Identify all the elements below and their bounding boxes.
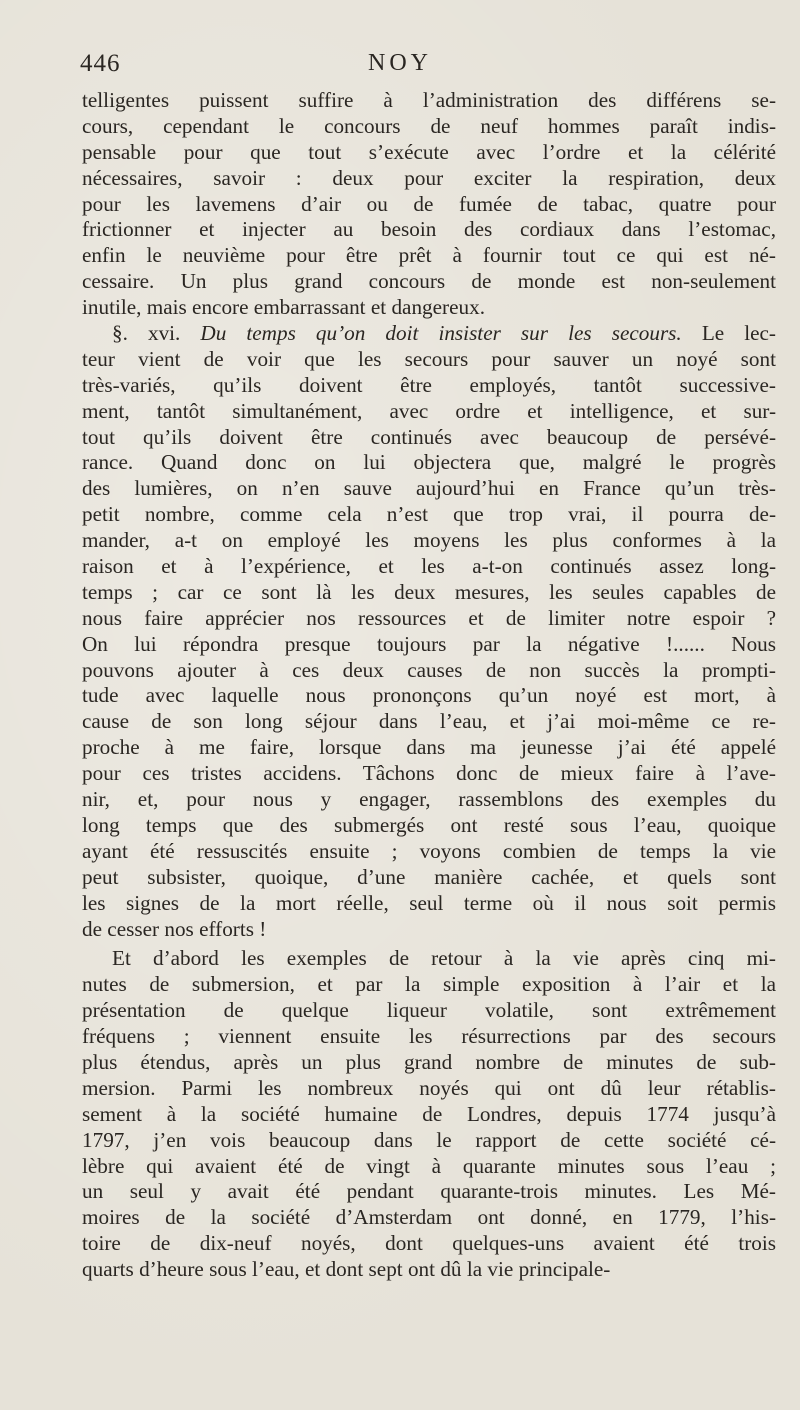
- text-line: enfin le neuvième pour être prêt à fournir tout ce qui est né-: [82, 243, 776, 268]
- paragraph-2: [82, 347, 776, 942]
- text-line: nous faire apprécier nos ressources et de limiter notre espoir ?: [82, 605, 776, 630]
- text-line: ment, tantôt simultanément, avec ordre et intelligence, et sur-: [82, 398, 776, 423]
- text-line: mander, a-t on employé les moyens les plus conformes à la: [82, 528, 776, 553]
- section-mark: §. xvi.: [112, 321, 181, 346]
- section-title: Du temps qu’on doit insister sur les secours.: [200, 321, 682, 346]
- text-line: des lumières, on n’en sauve aujourd’hui en France qu’un très-: [82, 476, 776, 501]
- text-line: 1797, j’en vois beaucoup dans le rapport de cette société cé-: [82, 1127, 776, 1152]
- text-line: fréquens ; viennent ensuite les résurrections par des secours: [82, 1024, 776, 1049]
- text-line: quarts d’heure sous l’eau, et dont sept ont dû la vie principale-: [82, 1257, 611, 1282]
- text-line: inutile, mais encore embarrassant et dangereux.: [82, 295, 485, 320]
- text-line: Et d’abord les exemples de retour à la vie après cinq mi-: [112, 946, 776, 971]
- text-line: temps ; car ce sont là les deux mesures, les seules capables de: [82, 579, 776, 604]
- text-line: rance. Quand donc on lui objectera que, malgré le progrès: [82, 450, 776, 475]
- text-line: pour ces tristes accidens. Tâchons donc de mieux faire à l’ave-: [82, 761, 776, 786]
- text-line: petit nombre, comme cela n’est que trop vrai, il pourra de-: [82, 502, 776, 527]
- text-line: long temps que des submergés ont resté sous l’eau, quoique: [82, 812, 776, 837]
- text-line: moires de la société d’Amsterdam ont donné, en 1779, l’his-: [82, 1205, 776, 1230]
- text-line: sement à la société humaine de Londres, depuis 1774 jusqu’à: [82, 1101, 776, 1126]
- text-line: nir, et, pour nous y engager, rassemblons des exemples du: [82, 787, 776, 812]
- text-line: peut subsister, quoique, d’une manière cachée, et quels sont: [82, 864, 776, 889]
- text-line: lèbre qui avaient été de vingt à quarante minutes sous l’eau ;: [82, 1153, 776, 1178]
- text-line: ayant été ressuscités ensuite ; voyons combien de temps la vie: [82, 838, 776, 863]
- text-line: proche à me faire, lorsque dans ma jeunesse j’ai été appelé: [82, 735, 776, 760]
- text-line: toire de dix-neuf noyés, dont quelques-uns avaient été trois: [82, 1231, 776, 1256]
- text-line: plus étendus, après un plus grand nombre de minutes de sub-: [82, 1049, 776, 1074]
- text-line: telligentes puissent suffire à l’administration des différens se-: [82, 88, 776, 112]
- paragraph-3: [82, 946, 776, 1283]
- text-line: pour les lavemens d’air ou de fumée de tabac, quatre pour: [82, 191, 776, 216]
- text-line: cessaire. Un plus grand concours de monde est non-seulement: [82, 269, 776, 294]
- page-number: 446: [80, 50, 121, 77]
- text-line: de cesser nos efforts !: [82, 916, 267, 941]
- paragraph-1: [82, 88, 776, 321]
- text-line: cause de son long séjour dans l’eau, et j’ai moi-même ce re-: [82, 709, 776, 734]
- section-first-tail: Le lec-: [701, 321, 776, 346]
- section-heading-line: [82, 321, 776, 347]
- text-line: pouvons ajouter à ces deux causes de non succès la prompti-: [82, 657, 776, 682]
- text-line: teur vient de voir que les secours pour sauver un noyé sont: [82, 346, 776, 371]
- text-line: pensable pour que tout s’exécute avec l’ordre et la célérité: [82, 139, 776, 164]
- text-line: tude avec laquelle nous prononçons qu’un noyé est mort, à: [82, 683, 776, 708]
- text-line: présentation de quelque liqueur volatile, sont extrêmement: [82, 998, 776, 1023]
- text-line: tout qu’ils doivent être continués avec beaucoup de persévé-: [82, 424, 776, 449]
- body-text: [82, 88, 776, 1283]
- text-line: très-variés, qu’ils doivent être employés, tantôt successive-: [82, 372, 776, 397]
- text-line: cours, cependant le concours de neuf hommes paraît indis-: [82, 113, 776, 138]
- running-head: NOY: [368, 50, 432, 76]
- text-line: raison et à l’expérience, et les a-t-on continués assez long-: [82, 554, 776, 579]
- text-line: nécessaires, savoir : deux pour exciter la respiration, deux: [82, 165, 776, 190]
- text-line: mersion. Parmi les nombreux noyés qui ont dû leur rétablis-: [82, 1075, 776, 1100]
- text-line: On lui répondra presque toujours par la négative !...... Nous: [82, 631, 776, 656]
- text-line: les signes de la mort réelle, seul terme où il nous soit permis: [82, 890, 776, 915]
- text-line: un seul y avait été pendant quarante-trois minutes. Les Mé-: [82, 1179, 776, 1204]
- text-line: frictionner et injecter au besoin des cordiaux dans l’estomac,: [82, 217, 776, 242]
- text-line: nutes de submersion, et par la simple exposition à l’air et la: [82, 972, 776, 997]
